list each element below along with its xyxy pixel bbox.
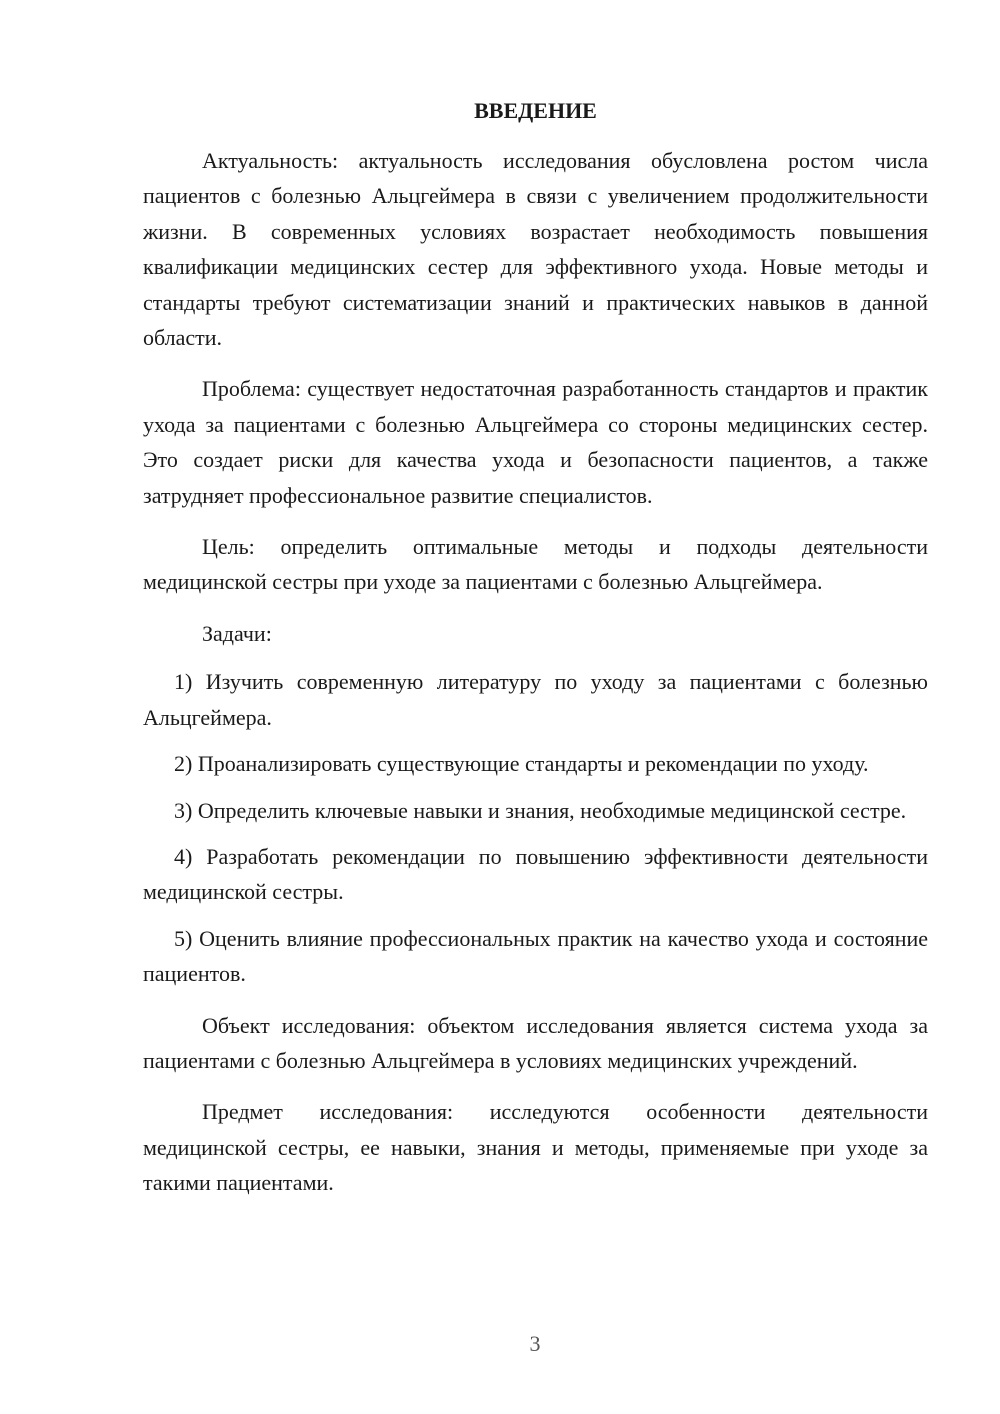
problem-paragraph: Проблема: существует недостаточная разработанность стандартов и практик ухода за пациентами с болезнью Альцгеймера со стороны медицинских сестер. Это создает риски для качества ухода и безопасности пациентов, а также затрудняет профессиональное развитие специалистов. xyxy=(143,376,928,508)
task-item-5: 5) Оценить влияние профессиональных практик на качество ухода и состояние пациентов. xyxy=(143,925,928,987)
subject-paragraph: Предмет исследования: исследуются особенности деятельности медицинской сестры, ее навыки, знания и методы, применяемые при уходе за такими пациентами. xyxy=(143,1099,928,1196)
page-number: 3 xyxy=(529,1331,541,1356)
tasks-heading: Задачи: xyxy=(202,620,272,646)
object-paragraph: Объект исследования: объектом исследования является система ухода за пациентами с болезнью Альцгеймера в условиях медицинских учреждений. xyxy=(143,1012,928,1073)
goal-paragraph: Цель: определить оптимальные методы и подходы деятельности медицинской сестры при уходе за пациентами с болезнью Альцгеймера. xyxy=(143,534,928,595)
task-item-1: 1) Изучить современную литературу по уходу за пациентами с болезнью Альцгеймера. xyxy=(143,669,928,730)
relevance-paragraph: Актуальность: актуальность исследования обусловлена ростом числа пациентов с болезнью Альцгеймера в связи с увеличением продолжительности жизни. В современных условиях возрастает необходимость повышения квалификации медицинских сестер для эффективного ухода. Новые методы и стандарты требуют систематизации знаний и практических навыков в данной области. xyxy=(143,148,928,351)
task-item-4: 4) Разработать рекомендации по повышению эффективности деятельности медицинской сестры. xyxy=(143,843,928,905)
page-body xyxy=(143,93,928,1201)
task-item-3: 3) Определить ключевые навыки и знания, необходимые медицинской сестре. xyxy=(174,797,907,823)
task-item-2: 2) Проанализировать существующие стандарты и рекомендации по уходу. xyxy=(174,751,869,777)
page-title: ВВЕДЕНИЕ xyxy=(474,98,597,123)
